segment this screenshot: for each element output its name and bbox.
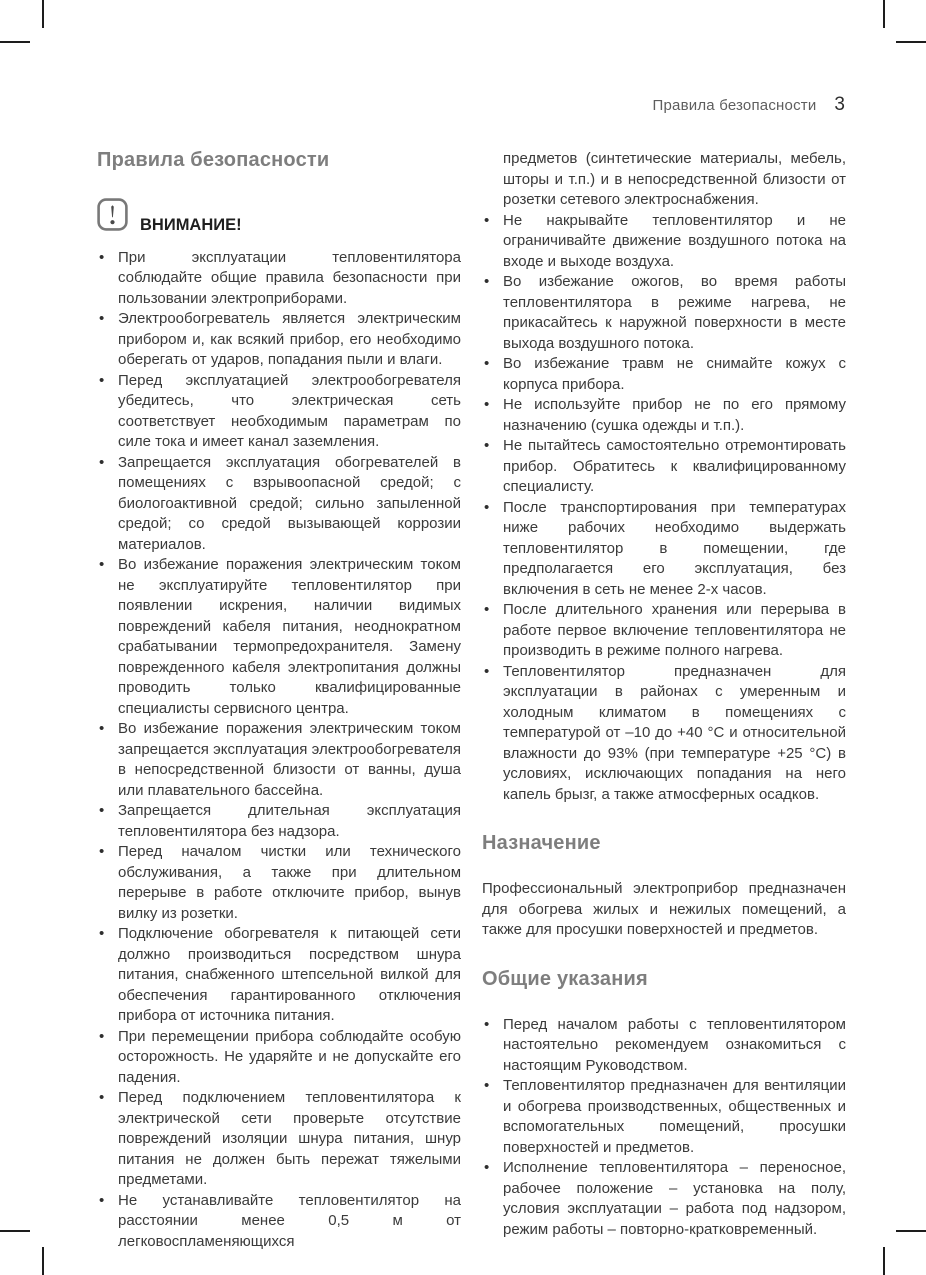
crop-mark-bottom-right-vertical [883,1247,885,1275]
attention-exclamation-icon [97,198,128,238]
right-column [482,149,846,1240]
bullet-item: • Не используйте прибор не по его прямому назначению (сушка одежды и т.п.). [482,395,846,436]
bullet-item: • Запрещается эксплуатация обогревателей в помещениях с взрывоопасной средой; с биологоактивной средой; сильно запыленной средой; со средой вызывающей коррозии материалов. [97,453,461,556]
section-title-purpose: Назначение [482,832,601,854]
crop-mark-top-right-vertical [883,0,885,28]
bullet-item: • Тепловентилятор предназначен для эксплуатации в районах с умеренным и холодным климатом в помещениях с температурой от –10 до +40 °С и относительной влажности до 93% (при температуре +25 °С) в условиях, исключающих попадания на него капель брызг, а также атмосферных осадков. [482,662,846,806]
warning-row [97,198,461,238]
running-header-title: Правила безопасности [652,97,817,114]
safety-bullet-list-left [97,248,461,1253]
bullet-item: • Во избежание поражения электрическим током запрещается эксплуатация электрообогревателя в непосредственной близости от ванны, душа или плавательного бассейна. [97,719,461,801]
bullet-item: • Перед эксплуатацией электрообогревателя убедитесь, что электрическая сеть соответствует необходимым параметрам по силе тока и имеет канал заземления. [97,371,461,453]
purpose-paragraph: Профессиональный электроприбор предназначен для обогрева жилых и нежилых помещений, а также для просушки поверхностей и предметов. [482,880,846,938]
warning-label: ВНИМАНИЕ! [140,216,242,234]
crop-mark-bottom-right-horizontal [896,1230,926,1232]
bullet-item: • Не накрывайте тепловентилятор и не ограничивайте движение воздушного потока на входе и выходе воздуха. [482,211,846,273]
crop-mark-top-left-vertical [42,0,44,28]
running-header [653,94,845,116]
bullet-item: • Электрообогреватель является электрическим прибором и, как всякий прибор, его необходимо оберегать от ударов, попадания пыли и влаги. [97,309,461,371]
section-title-general-directions: Общие указания [482,967,648,990]
bullet-item: • Не пытайтесь самостоятельно отремонтировать прибор. Обратитесь к квалифицированному специалисту. [482,436,846,498]
page-number: 3 [834,94,845,115]
bullet-item: • Во избежание ожогов, во время работы тепловентилятора в режиме нагрева, не прикасайтесь к наружной поверхности в месте выхода воздушного потока. [482,272,846,354]
bullet-item: • Перед началом работы с тепловентилятором настоятельно рекомендуем ознакомиться с настоящим Руководством. [482,1015,846,1077]
bullet-item: • После длительного хранения или перерыва в работе первое включение тепловентилятора не производить в режиме полного нагрева. [482,600,846,662]
crop-mark-bottom-left-horizontal [0,1230,30,1232]
bullet-item: • При эксплуатации тепловентилятора соблюдайте общие правила безопасности при пользовании электроприборами. [97,248,461,310]
bullet-item: • Подключение обогревателя к питающей сети должно производиться посредством шнура питания, снабженного штепсельной вилкой для обеспечения гарантированного отключения прибора от источника питания. [97,924,461,1027]
bullet-item: • Исполнение тепловентилятора – переносное, рабочее положение – установка на полу, условия эксплуатации – работа под надзором, режим работы – повторно-кратковременный. [482,1158,846,1240]
bullet-item: • После транспортирования при температурах ниже рабочих необходимо выдержать тепловентилятор в помещении, где предполагается его эксплуатация, без включения в сеть не менее 2-х часов. [482,498,846,601]
bullet-item: • Во избежание травм не снимайте кожух с корпуса прибора. [482,354,846,395]
bullet-item: • Перед началом чистки или технического обслуживания, а также при длительном перерыве в работе отключите прибор, вынув вилку из розетки. [97,842,461,924]
general-directions-bullet-list [482,1015,846,1241]
continuation-paragraph: предметов (синтетические материалы, мебель, шторы и т.п.) и в непосредственной близости от розетки сетевого электроснабжения. [503,150,846,208]
bullet-item: • Не устанавливайте тепловентилятор на расстоянии менее 0,5 м от легковоспламеняющихся [97,1191,461,1253]
crop-mark-bottom-left-vertical [42,1247,44,1275]
bullet-item: • При перемещении прибора соблюдайте особую осторожность. Не ударяйте и не допускайте его падения. [97,1027,461,1089]
crop-mark-top-left-horizontal [0,41,30,43]
bullet-item: • Во избежание поражения электрическим током не эксплуатируйте тепловентилятор при появлении искрения, наличии видимых повреждений кабеля питания, неоднократном срабатывании термопредохранителя. Замену поврежденного кабеля электропитания должны проводить только квалифицированные специалисты сервисного центра. [97,555,461,719]
bullet-item: • Тепловентилятор предназначен для вентиляции и обогрева производственных, общественных и вспомогательных помещений, просушки поверхностей и предметов. [482,1076,846,1158]
section-title-safety-rules: Правила безопасности [97,149,330,171]
left-column [97,148,461,1252]
crop-mark-top-right-horizontal [896,41,926,43]
bullet-item: • Запрещается длительная эксплуатация тепловентилятора без надзора. [97,801,461,842]
safety-bullet-list-right [482,211,846,806]
bullet-item: • Перед подключением тепловентилятора к электрической сети проверьте отсутствие повреждений изоляции шнура питания, шнур питания не должен быть пережат тяжелыми предметами. [97,1088,461,1191]
